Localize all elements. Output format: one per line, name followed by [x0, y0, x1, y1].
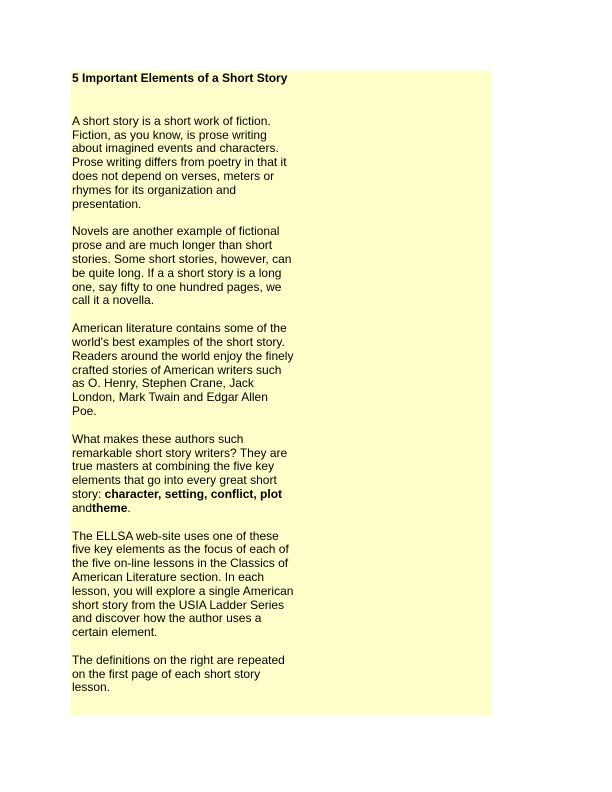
title-spacer: [72, 86, 294, 115]
article-title: 5 Important Elements of a Short Story: [72, 71, 288, 85]
elements-bold-list: character, setting, conflict, plot: [104, 486, 283, 501]
article: [72, 72, 294, 695]
paragraph-definitions-note: The definitions on the right are repeated on the first page of each short story lesson.: [72, 652, 285, 695]
paragraph-definition: A short story is a short work of fiction. Fiction, as you know, is prose writing about imagined events and characters. Prose writing differs from poetry in that it does not depend on verses, meters or rhymes for its organization and presentation.: [72, 113, 287, 211]
paragraph-five-elements: [72, 433, 294, 516]
paragraph-ellsa: The ELLSA web-site uses one of these five key elements as the focus of each of the five on-line lessons in the Classics of American Literature section. In each lesson, you will explore a single American short story from the USIA Ladder Series and discover how the author uses a certain element.: [72, 528, 294, 640]
elements-intro: What makes these authors such remarkable short story writers? They are true masters at combining the five key elements that go into every great short story:: [72, 431, 288, 501]
elements-connector: and: [72, 500, 93, 515]
elements-end: .: [127, 500, 131, 515]
paragraph-american-literature: American literature contains some of the world's best examples of the short story. Readers around the world enjoy the finely crafted stories of American writers such as O. Henry, Stephen Crane, Jack London, Mark Twain and Edgar Allen Poe.: [72, 321, 294, 418]
paragraph-novels: Novels are another example of fictional prose and are much longer than short stories. Some short stories, however, can be quite long. If a a short story is a long one, say fifty to one hundred pages, we call it a novella.: [72, 224, 292, 308]
elements-bold-theme: theme: [92, 500, 128, 515]
